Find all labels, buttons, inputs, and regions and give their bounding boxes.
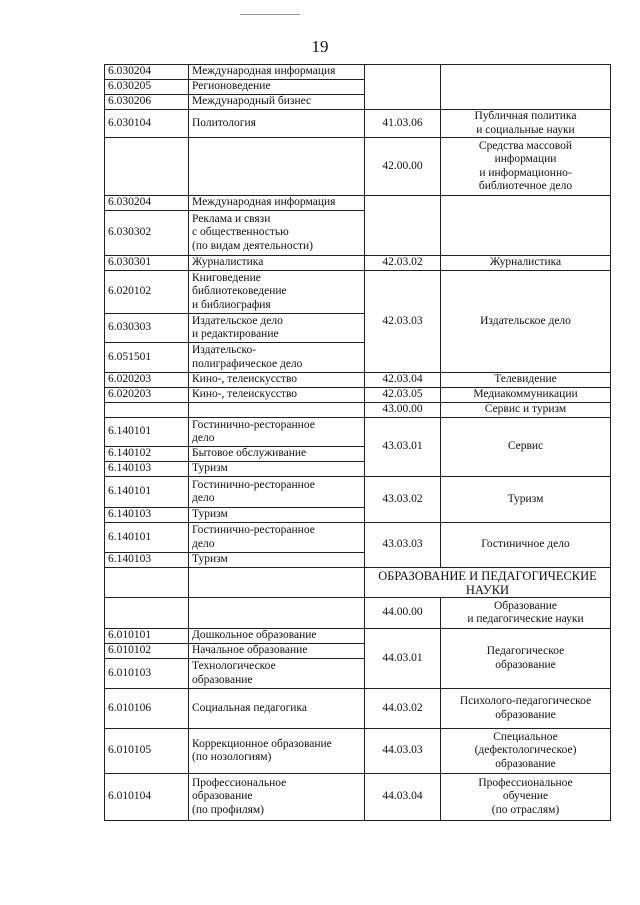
old-code-cell: 6.010102 — [105, 644, 189, 659]
cell-line: Туризм — [192, 553, 228, 566]
old-name-cell — [189, 553, 365, 568]
table-row — [105, 598, 611, 629]
old-code-cell: 6.020203 — [105, 388, 189, 403]
cell-line: Издательское дело — [192, 314, 283, 327]
cell-line: Начальное образование — [192, 644, 308, 657]
old-name-cell — [189, 343, 365, 373]
old-code-cell: 6.010104 — [105, 774, 189, 821]
old-code-cell: 6.030205 — [105, 80, 189, 95]
old-name-cell — [189, 568, 365, 598]
new-name-cell — [441, 271, 611, 373]
cell-line: Телевидение — [494, 373, 557, 386]
table-row — [105, 477, 611, 508]
new-code-cell: 43.03.03 — [365, 523, 441, 568]
new-code-cell: 41.03.06 — [365, 110, 441, 138]
new-name-cell — [441, 138, 611, 196]
table-row — [105, 138, 611, 196]
cell-line: Дошкольное образование — [192, 629, 317, 642]
table-row — [105, 256, 611, 271]
new-code-cell: 44.03.01 — [365, 629, 441, 689]
old-name-cell — [189, 508, 365, 523]
old-name-cell — [189, 95, 365, 110]
old-code-cell: 6.140102 — [105, 447, 189, 462]
cell-line: образование — [495, 708, 556, 721]
old-code-cell: 6.140103 — [105, 553, 189, 568]
old-name-cell — [189, 211, 365, 256]
table-row — [105, 110, 611, 138]
old-name-cell — [189, 373, 365, 388]
old-code-cell: 6.051501 — [105, 343, 189, 373]
new-name-cell — [441, 373, 611, 388]
old-code-cell: 6.030204 — [105, 65, 189, 80]
old-code-cell: 6.020102 — [105, 271, 189, 314]
new-name-cell — [441, 196, 611, 256]
cell-line: Гостинично-ресторанное — [192, 418, 315, 431]
table-row — [105, 388, 611, 403]
table-row — [105, 629, 611, 644]
old-code-cell: 6.140101 — [105, 418, 189, 447]
old-name-cell — [189, 629, 365, 644]
cell-line: Реклама и связи — [192, 212, 271, 225]
old-code-cell: 6.030204 — [105, 196, 189, 211]
old-code-cell: 6.140101 — [105, 477, 189, 508]
new-code-cell: 43.03.01 — [365, 418, 441, 477]
new-name-cell — [441, 629, 611, 689]
old-code-cell: 6.030303 — [105, 314, 189, 343]
table-row — [105, 774, 611, 821]
cell-line: дело — [192, 537, 215, 550]
new-code-cell: 42.03.05 — [365, 388, 441, 403]
cell-line: информации — [494, 153, 557, 165]
cell-line: Бытовое обслуживание — [192, 447, 307, 460]
old-name-cell — [189, 80, 365, 95]
cell-line: Издательско- — [192, 344, 257, 356]
new-code-cell — [365, 196, 441, 256]
new-name-cell — [441, 403, 611, 418]
old-code-cell — [105, 403, 189, 418]
old-name-cell — [189, 729, 365, 774]
old-name-cell — [189, 462, 365, 477]
old-name-cell — [189, 110, 365, 138]
cell-line: и информационно- — [479, 166, 572, 179]
new-code-cell: 43.03.02 — [365, 477, 441, 523]
cell-line: (по отраслям) — [491, 803, 560, 816]
old-name-cell — [189, 65, 365, 80]
cell-line: Средства массовой — [478, 139, 573, 152]
old-code-cell: 6.030302 — [105, 211, 189, 256]
old-name-cell — [189, 659, 365, 689]
cell-line: Международная информация — [192, 196, 336, 209]
new-name-cell — [441, 598, 611, 629]
old-name-cell — [189, 689, 365, 729]
new-code-cell: 44.00.00 — [365, 598, 441, 629]
cell-line: Образование — [493, 599, 558, 612]
old-code-cell — [105, 568, 189, 598]
new-code-cell: 42.00.00 — [365, 138, 441, 196]
new-code-cell: 44.03.03 — [365, 729, 441, 774]
cell-line: Регионоведение — [192, 80, 271, 93]
cell-line: (по профилям) — [192, 803, 265, 816]
new-code-cell: 42.03.03 — [365, 271, 441, 373]
cell-line: Специальное — [493, 730, 558, 743]
new-name-cell — [441, 477, 611, 523]
new-code-cell: 43.00.00 — [365, 403, 441, 418]
cell-line: с общественностью — [192, 226, 289, 239]
table-row — [105, 729, 611, 774]
old-name-cell — [189, 418, 365, 447]
cell-line: Медиакоммуникации — [473, 388, 578, 401]
old-code-cell — [105, 598, 189, 629]
new-name-cell — [441, 523, 611, 568]
cell-line: Психолого-педагогическое — [459, 695, 592, 707]
cell-line: Профессиональное — [478, 776, 573, 789]
specialty-correspondence-table — [104, 64, 611, 821]
cell-line: Педагогическое — [486, 645, 565, 657]
old-code-cell: 6.140103 — [105, 508, 189, 523]
new-name-cell — [441, 418, 611, 477]
table-row — [105, 568, 611, 598]
cell-line: Технологическое — [192, 660, 276, 672]
table-row — [105, 418, 611, 447]
cell-line: Гостинично-ресторанное — [192, 524, 315, 536]
cell-line: Политология — [192, 116, 256, 129]
old-name-cell — [189, 403, 365, 418]
cell-line: дело — [192, 432, 215, 444]
old-name-cell — [189, 598, 365, 629]
cell-line: Издательское дело — [480, 314, 571, 327]
old-code-cell: 6.030206 — [105, 95, 189, 110]
cell-line: обучение — [502, 790, 549, 803]
old-code-cell: 6.010105 — [105, 729, 189, 774]
old-code-cell: 6.140103 — [105, 462, 189, 477]
cell-line: Коррекционное образование — [192, 737, 332, 750]
table-row — [105, 523, 611, 553]
new-name-cell — [441, 729, 611, 774]
old-code-cell: 6.010106 — [105, 689, 189, 729]
old-name-cell — [189, 447, 365, 462]
cell-line: Книговедение — [192, 271, 261, 284]
table-row — [105, 196, 611, 211]
old-code-cell: 6.020203 — [105, 373, 189, 388]
cell-line: дело — [192, 492, 215, 504]
cell-line: ОБРАЗОВАНИЕ И ПЕДАГОГИЧЕСКИЕ — [378, 568, 597, 583]
cell-line: образование — [192, 673, 253, 686]
cell-line: Журналистика — [489, 256, 562, 269]
old-name-cell — [189, 256, 365, 271]
new-name-cell — [441, 689, 611, 729]
new-name-cell — [441, 256, 611, 271]
cell-line: и библиография — [192, 298, 271, 311]
cell-line: НАУКИ — [465, 582, 510, 597]
cell-line: Социальная педагогика — [192, 701, 307, 714]
cell-line: образование — [192, 790, 253, 803]
table-row — [105, 373, 611, 388]
cell-line: и редактирование — [192, 328, 279, 340]
old-name-cell — [189, 523, 365, 553]
scan-mark — [240, 14, 300, 15]
cell-line: Туризм — [192, 508, 228, 521]
new-name-cell — [441, 65, 611, 110]
cell-line: (по нозологиям) — [192, 751, 272, 763]
old-name-cell — [189, 196, 365, 211]
new-code-cell — [365, 65, 441, 110]
cell-line: Международный бизнес — [192, 95, 312, 108]
cell-line: полиграфическое дело — [192, 357, 303, 370]
table-row — [105, 689, 611, 729]
new-name-cell — [441, 388, 611, 403]
new-code-cell: 44.03.02 — [365, 689, 441, 729]
cell-line: Сервис и туризм — [484, 403, 567, 416]
old-code-cell: 6.010103 — [105, 659, 189, 689]
new-name-cell — [441, 110, 611, 138]
cell-line: и социальные науки — [476, 123, 575, 136]
cell-line: Публичная политика — [474, 110, 577, 122]
new-name-cell — [441, 774, 611, 821]
cell-line: образование — [495, 757, 556, 770]
cell-line: Журналистика — [192, 256, 264, 269]
table-row — [105, 65, 611, 80]
old-name-cell — [189, 477, 365, 508]
cell-line: Профессиональное — [192, 776, 287, 789]
old-name-cell — [189, 314, 365, 343]
new-code-cell: 42.03.04 — [365, 373, 441, 388]
new-code-cell: 42.03.02 — [365, 256, 441, 271]
old-name-cell — [189, 774, 365, 821]
cell-line: Международная информация — [192, 65, 336, 78]
cell-line: (по видам деятельности) — [192, 239, 313, 252]
cell-line: Гостиничное дело — [481, 538, 570, 551]
cell-line: библиотековедение — [192, 285, 287, 298]
old-code-cell: 6.010101 — [105, 629, 189, 644]
old-code-cell — [105, 138, 189, 196]
old-name-cell — [189, 271, 365, 314]
cell-line: Туризм — [192, 462, 228, 475]
cell-line: Кино-, телеискусство — [192, 373, 298, 386]
page-number: 19 — [311, 37, 329, 56]
cell-line: образование — [495, 658, 556, 671]
cell-line: Сервис — [507, 440, 544, 453]
cell-line: и педагогические науки — [467, 613, 584, 625]
new-code-cell: 44.03.04 — [365, 774, 441, 821]
old-code-cell: 6.140101 — [105, 523, 189, 553]
table-row — [105, 403, 611, 418]
cell-line: (дефектологическое) — [474, 744, 577, 757]
old-name-cell — [189, 388, 365, 403]
cell-line: библиотечное дело — [478, 180, 573, 192]
section-heading-cell — [365, 568, 611, 598]
cell-line: Кино-, телеискусство — [192, 388, 298, 401]
old-code-cell: 6.030301 — [105, 256, 189, 271]
cell-line: Туризм — [507, 492, 544, 505]
old-name-cell — [189, 644, 365, 659]
table-row — [105, 271, 611, 314]
old-name-cell — [189, 138, 365, 196]
cell-line: Гостинично-ресторанное — [192, 478, 315, 491]
old-code-cell: 6.030104 — [105, 110, 189, 138]
